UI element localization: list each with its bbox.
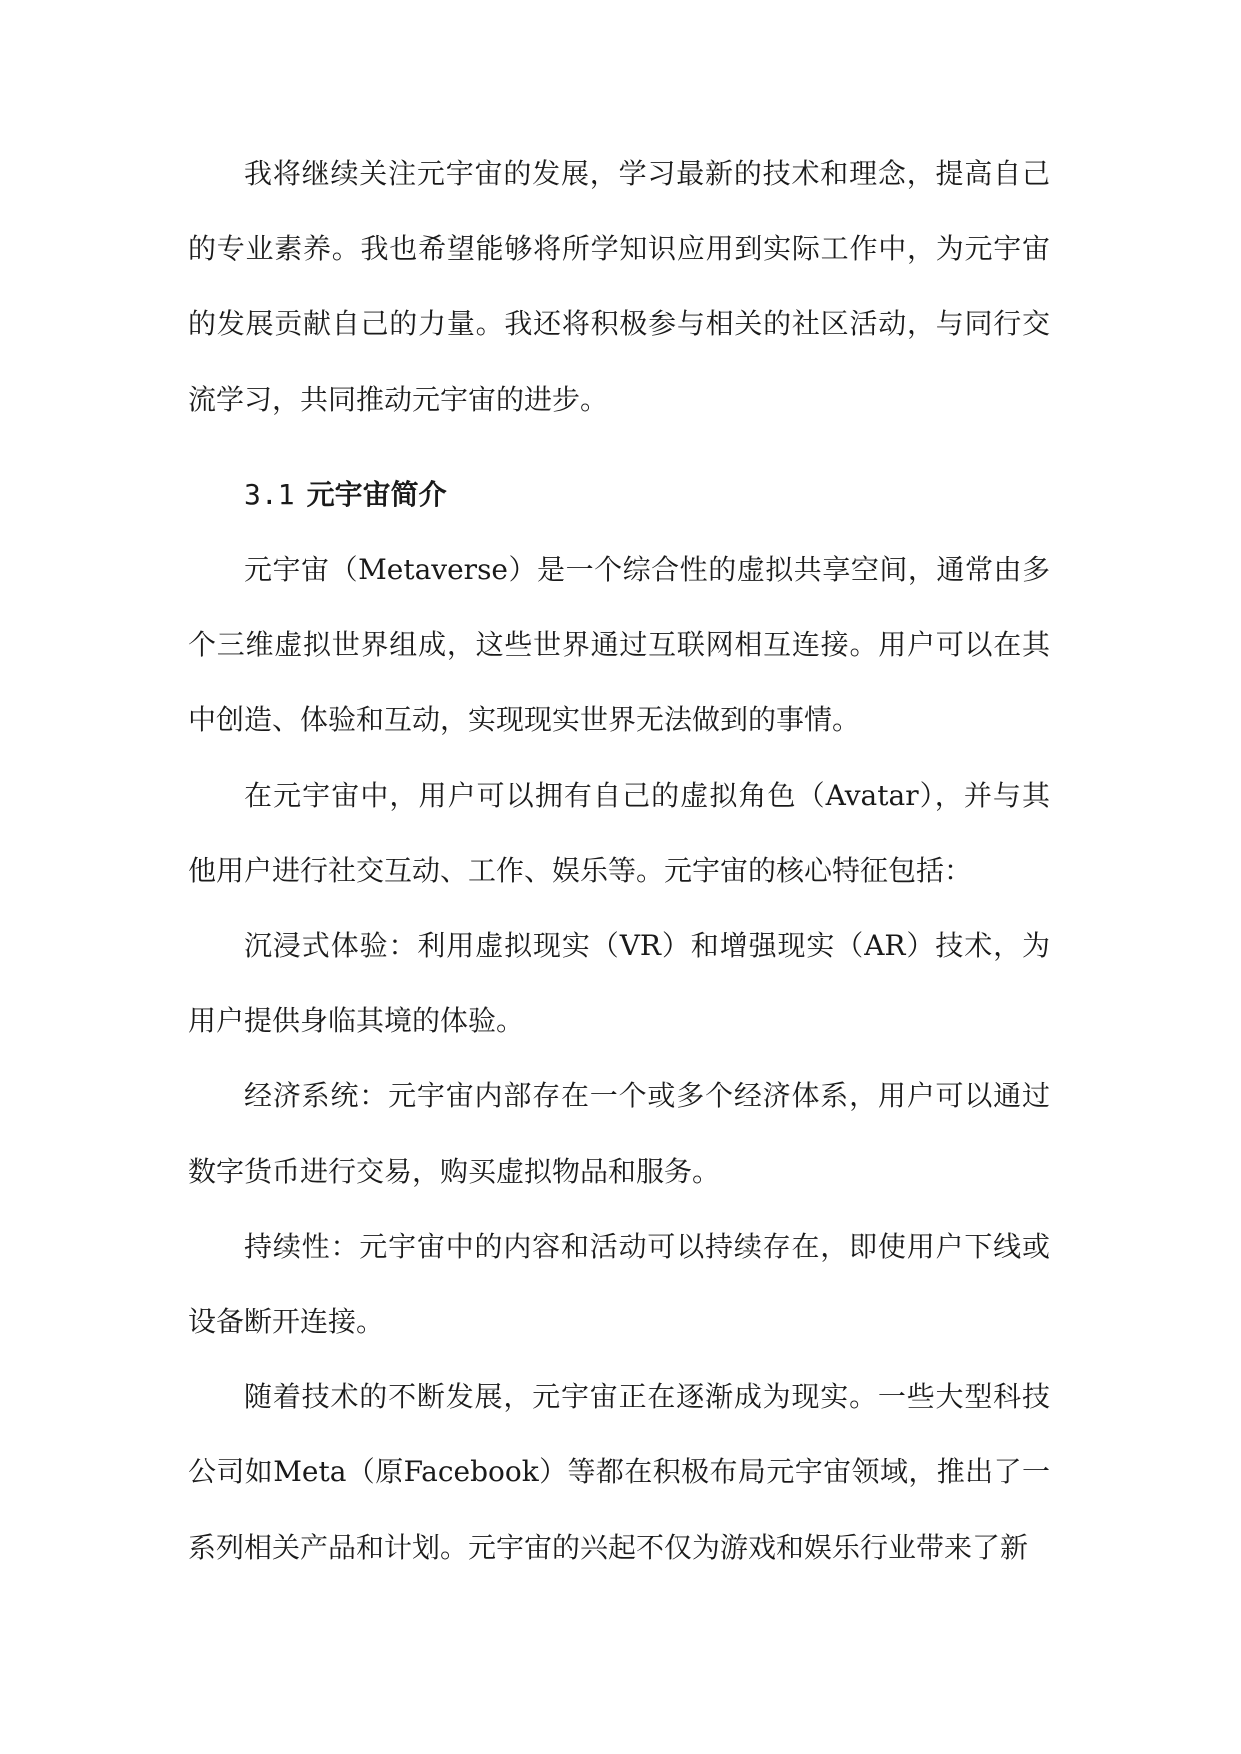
document-body bbox=[188, 136, 1050, 1585]
paragraph-intro: 我将继续关注元宇宙的发展，学习最新的技术和理念，提高自己的专业素养。我也希望能够将所学知识应用到实际工作中，为元宇宙的发展贡献自己的力量。我还将积极参与相关的社区活动，与同行交流学习，共同推动元宇宙的进步。 bbox=[188, 157, 1050, 416]
paragraph-immersive: 沉浸式体验：利用虚拟现实（VR）和增强现实（AR）技术，为用户提供身临其境的体验。 bbox=[188, 929, 1050, 1038]
section-number: 3.1 bbox=[244, 477, 295, 511]
paragraph-features-intro: 在元宇宙中，用户可以拥有自己的虚拟角色（Avatar），并与其他用户进行社交互动、工作、娱乐等。元宇宙的核心特征包括： bbox=[188, 778, 1050, 887]
paragraph-development: 随着技术的不断发展，元宇宙正在逐渐成为现实。一些大型科技公司如Meta（原Facebook）等都在积极布局元宇宙领域，推出了一系列相关产品和计划。元宇宙的兴起不仅为游戏和娱乐行业带来了新 bbox=[188, 1380, 1050, 1564]
paragraph-definition: 元宇宙（Metaverse）是一个综合性的虚拟共享空间，通常由多个三维虚拟世界组成，这些世界通过互联网相互连接。用户可以在其中创造、体验和互动，实现现实世界无法做到的事情。 bbox=[188, 553, 1050, 737]
paragraph-persistence: 持续性：元宇宙中的内容和活动可以持续存在，即使用户下线或设备断开连接。 bbox=[188, 1229, 1050, 1339]
section-title: 元宇宙简介 bbox=[306, 477, 447, 511]
paragraph-economy: 经济系统：元宇宙内部存在一个或多个经济体系，用户可以通过数字货币进行交易，购买虚拟物品和服务。 bbox=[188, 1079, 1050, 1188]
section-heading bbox=[188, 457, 1050, 532]
